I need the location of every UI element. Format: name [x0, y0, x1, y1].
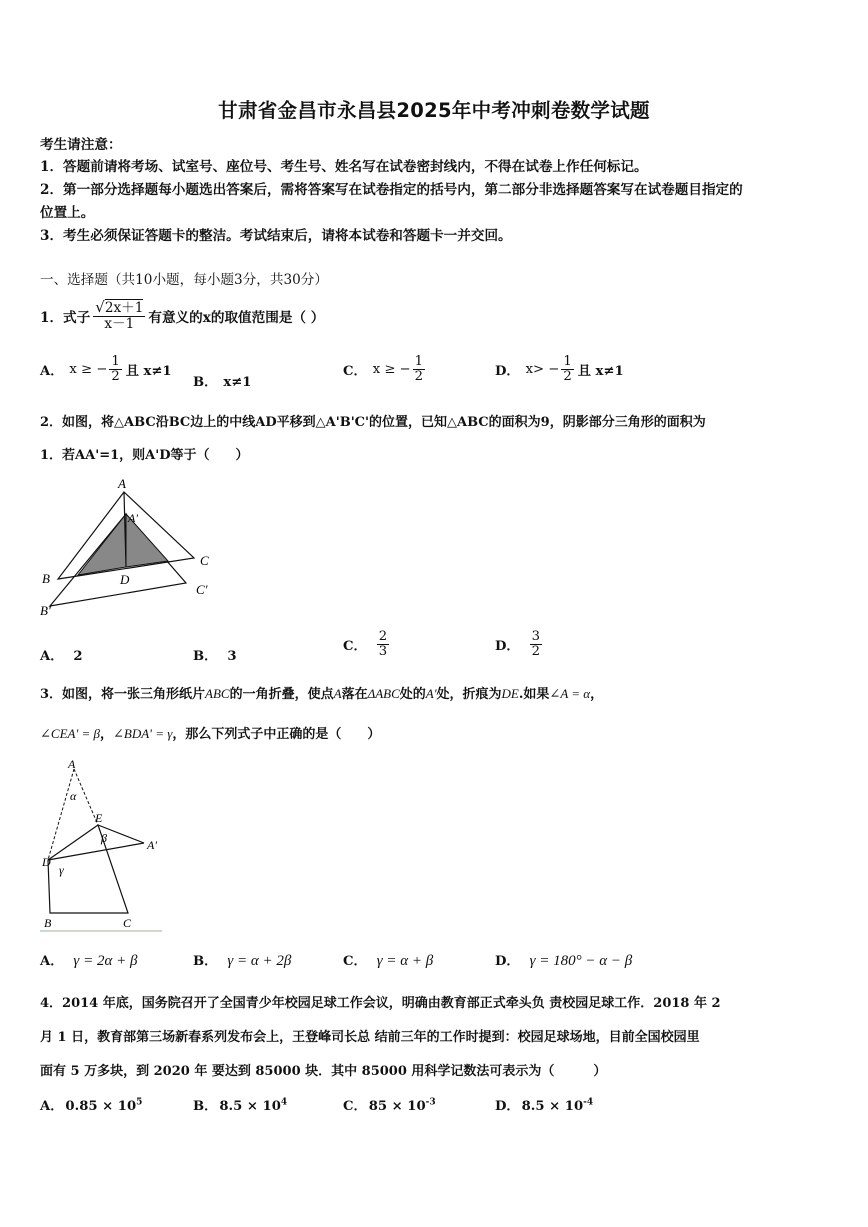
- label-gamma: γ: [59, 863, 64, 877]
- q1-fraction: [93, 300, 145, 331]
- q2-option-b[interactable]: B． 3: [193, 649, 237, 664]
- question-3-line-1: 3．如图，将一张三角形纸片ABC的一角折叠，使点A落在ΔABC处的A'处，折痕为DE.如果∠A = α，: [40, 686, 604, 702]
- notice-item-2: 2．第一部分选择题每小题选出答案后，需将答案写在试卷指定的括号内，第二部分非选择题答案写在试卷题目指定的: [40, 182, 743, 198]
- q1-denominator: x－1: [104, 315, 135, 332]
- q1-option-d[interactable]: D． x> − $\frac{1}{2}$ 且 x≠1: [495, 354, 624, 384]
- label-b-prime: B': [40, 603, 51, 618]
- label-c: C: [123, 916, 132, 930]
- q2-figure: [36, 470, 226, 620]
- label-c: C: [200, 553, 209, 568]
- q4-option-a[interactable]: A． $0.85 \times 10^5$: [40, 1097, 143, 1114]
- question-4-line-2: 月 1 日，教育部第三场新春系列发布会上，王登峰司长总 结前三年的工作时提到：校园足球场地，目前全国校园里: [40, 1030, 700, 1045]
- q1-numerator: √2x＋1: [95, 298, 144, 316]
- sqrt-icon: √: [95, 298, 105, 316]
- q4-option-b[interactable]: B． $8.5 \times 10^4$: [193, 1097, 288, 1114]
- q4-option-c[interactable]: C． $85 \times 10^{-3}$: [343, 1097, 436, 1114]
- question-1: [40, 300, 324, 331]
- label-a: A: [68, 757, 76, 771]
- label-alpha: α: [70, 789, 77, 803]
- folded-edge-ad: [48, 769, 74, 860]
- q1-option-c[interactable]: C． x ≥ − $\frac{1}{2}$: [343, 354, 423, 384]
- q2-option-d[interactable]: D． $\frac{3}{2}$: [495, 629, 541, 659]
- q4-option-d[interactable]: D． $8.5 \times 10^{-4}$: [495, 1097, 594, 1114]
- notice-item-2-cont: 位置上。: [40, 205, 95, 221]
- notice-item-3: 3．考生必须保证答题卡的整洁。考试结束后，请将本试卷和答题卡一并交回。: [40, 228, 512, 244]
- label-b: B: [42, 571, 50, 586]
- q2-option-a[interactable]: A． 2: [40, 649, 83, 664]
- label-c-prime: C': [196, 582, 208, 597]
- q3-option-a[interactable]: A． γ = 2α + β: [40, 953, 138, 969]
- q2d-fraction: $\frac{3}{2}$: [531, 629, 541, 659]
- notice-heading: 考生请注意：: [40, 137, 122, 153]
- label-a-prime: A': [147, 838, 157, 852]
- fold-line-de: [48, 825, 98, 860]
- q3-figure: [36, 755, 171, 935]
- question-2-line-2: 1．若AA'=1，则A'D等于（ ）: [40, 448, 249, 463]
- edge-da1: [48, 843, 144, 860]
- label-d: D: [120, 572, 130, 587]
- question-4-line-1: 4．2014 年底，国务院召开了全国青少年校园足球工作会议，明确由教育部正式牵头负 责校园足球工作．2018 年 2: [40, 996, 721, 1011]
- question-4-line-3: 面有 5 万多块，到 2020 年 要达到 85000 块．其中 85000 用科学记数法可表示为（ ）: [40, 1064, 607, 1079]
- label-d: D: [42, 855, 51, 869]
- shaded-triangle: [78, 514, 126, 575]
- q1-suffix: 有意义的x的取值范围是（ ）: [148, 309, 325, 326]
- q1a-fraction: $\frac{1}{2}$: [111, 354, 120, 384]
- label-b: B: [44, 916, 52, 930]
- q2-option-c[interactable]: C． $\frac{2}{3}$: [343, 629, 388, 659]
- q3-option-d[interactable]: D． γ = 180° − α − β: [495, 953, 633, 969]
- label-e: E: [95, 811, 103, 825]
- q1-option-a[interactable]: A． x ≥ − $\frac{1}{2}$ 且 x≠1: [40, 354, 172, 384]
- question-2-line-1: 2．如图，将△ABC沿BC边上的中线AD平移到△A'B'C'的位置，已知△ABC的面积为9，阴影部分三角形的面积为: [40, 415, 706, 430]
- q1d-fraction: $\frac{1}{2}$: [563, 354, 572, 384]
- q3-option-c[interactable]: C． γ = α + β: [343, 953, 434, 969]
- q1-prefix: 1．式子: [40, 309, 91, 326]
- q1-option-b[interactable]: B． x≠1: [193, 375, 252, 390]
- section-heading: 一、选择题（共10小题，每小题3分，共30分）: [40, 272, 328, 288]
- q1c-fraction: $\frac{1}{2}$: [414, 354, 423, 384]
- q3-option-b[interactable]: B． γ = α + 2β: [193, 953, 292, 969]
- label-beta: β: [101, 831, 107, 845]
- question-3-line-2: ∠CEA' = β，∠BDA' = γ，那么下列式子中正确的是（ ）: [40, 726, 381, 742]
- page-title: 甘肃省金昌市永昌县2025年中考冲刺卷数学试题: [218, 99, 650, 122]
- q2c-fraction: $\frac{2}{3}$: [378, 629, 388, 659]
- notice-item-1: 1．答题前请将考场、试室号、座位号、考生号、姓名写在试卷密封线内，不得在试卷上作任何标记。: [40, 159, 648, 175]
- label-a-prime: A': [128, 511, 138, 525]
- label-a: A: [118, 476, 126, 491]
